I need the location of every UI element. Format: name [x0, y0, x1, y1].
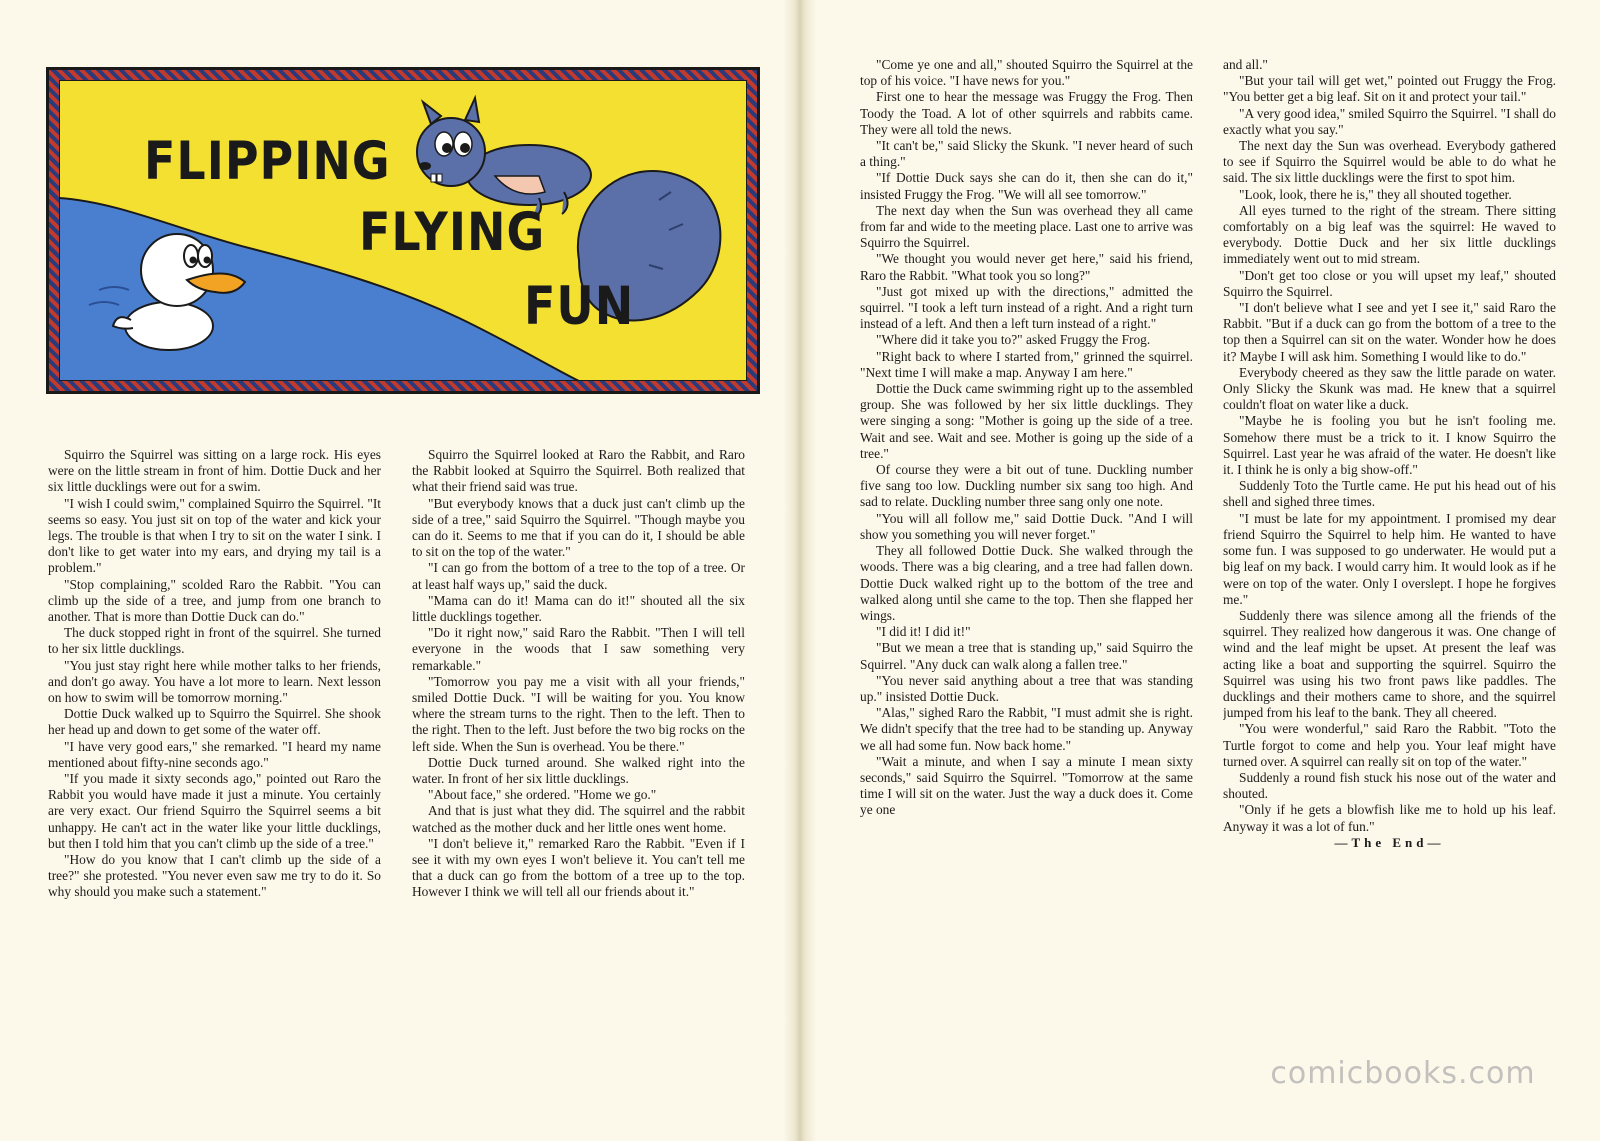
- story-paragraph: "We thought you would never get here," said his friend, Raro the Rabbit. "What took you so long?": [860, 251, 1193, 283]
- story-paragraph: "Come ye one and all," shouted Squirro the Squirrel at the top of his voice. "I have news for you.": [860, 57, 1193, 89]
- story-paragraph: "Just got mixed up with the directions," admitted the squirrel. "I took a left turn instead of a right. And a right turn instead of a left. And then a left turn instead of a right.": [860, 283, 1193, 332]
- story-paragraph: "But we mean a tree that is standing up," said Squirro the Squirrel. "Any duck can walk along a fallen tree.": [860, 640, 1193, 672]
- story-paragraph: "I wish I could swim," complained Squirro the Squirrel. "It seems so easy. You just sit on top of the water and kick your legs. The trouble is that when I try to sit on the water I sink. I don't like to get water into my ears, and drying my tail is a problem.": [48, 495, 381, 576]
- story-paragraph: Of course they were a bit out of tune. Duckling number five sang too low. Duckling number six sang too high. And sad to relate. Duckling number three sang only one note.: [860, 462, 1193, 510]
- story-paragraph: The duck stopped right in front of the squirrel. She turned to her six little ducklings.: [48, 625, 381, 657]
- story-paragraph: "Where did it take you to?" asked Fruggy the Frog.: [876, 332, 1151, 348]
- story-paragraph: "About face," she ordered. "Home we go.": [428, 787, 657, 803]
- story-paragraph: Squirro the Squirrel looked at Raro the Rabbit, and Raro the Rabbit looked at Squirro the Squirrel. Both realized that what their friend said was true.: [412, 447, 745, 495]
- story-paragraph: Suddenly there was silence among all the friends of the squirrel. They realized how dangerous it was. One change of wind and the leaf might be upset. At present the leaf was acting like a boat and supporting the squirrel. Squirro the Squirrel was using his two front paws like paddles. The ducklings and their mothers came to shore, and the squirrel jumped from his leaf to the bank. They all cheered.: [1223, 607, 1556, 721]
- story-paragraph: "You were wonderful," said Raro the Rabbit. "Toto the Turtle forgot to come and help you. Your leaf might have turned over. A squirrel can really sit on top of the water.": [1223, 721, 1556, 769]
- story-paragraph: "Stop complaining," scolded Raro the Rabbit. "You can climb up the side of a tree, and jump from one branch to another. That is more than Dottie Duck can do.": [48, 576, 381, 625]
- story-paragraph: Dottie Duck walked up to Squirro the Squirrel. She shook her head up and down to get some of the water off.: [48, 706, 381, 738]
- story-paragraph: They all followed Dottie Duck. She walked through the woods. There was a big clearing, and a tree had fallen down. Dottie Duck walked right up to the bottom of the tree and walked along until she came to the top. Then she flapped her wings.: [860, 543, 1193, 623]
- story-paragraph: Suddenly a round fish stuck his nose out of the water and shouted.: [1223, 769, 1556, 802]
- story-column-4: [1223, 57, 1556, 1077]
- story-paragraph: "I don't believe it," remarked Raro the Rabbit. "Even if I see it with my own eyes I won't believe it. You can't tell me that a duck can go from the bottom of a tree up to the top. However I think we will tell all our friends about it.": [412, 835, 745, 900]
- site-watermark: comicbooks.com: [1270, 1056, 1536, 1091]
- story-paragraph: "Look, look, there he is," they all shouted together.: [1239, 186, 1512, 202]
- story-column-1: [48, 447, 381, 1047]
- story-paragraph: "It can't be," said Slicky the Skunk. "I never heard of such a thing.": [860, 138, 1193, 170]
- story-paragraph: The next day when the Sun was overhead they all came from far and wide to the meeting place. Last one to arrive was Squirro the Squirrel.: [860, 202, 1193, 251]
- title-line-3: FUN: [524, 274, 635, 337]
- story-paragraph: "But everybody knows that a duck just can't climb up the side of a tree," said Squirro the Squirrel. "Though maybe you can do it. Seems to me that if you can do it, I should be able to sit on the top of the water.": [412, 495, 745, 560]
- story-paragraph: Dottie the Duck came swimming right up to the assembled group. She was followed by her six little ducklings. They were singing a song: "Mother is going up the side of a tree. Wait and see. Wait and see. Mother is going up the side of a tree.": [860, 381, 1193, 461]
- story-paragraph: "If you made it sixty seconds ago," pointed out Raro the Rabbit you would have made it just a minute. You certainly are very exact. Our friend Squirro the Squirrel seems a bit unhappy. He can't act in the water like your little ducklings, but then I told him that you can't climb up the side of a tree.": [48, 771, 381, 851]
- story-paragraph: "I don't believe what I see and yet I see it," said Raro the Rabbit. "But if a duck can go from the bottom of a tree to the top then a Squirrel can sit on the water. Wonder how he does it? Maybe I will ask him. Something I would like to do.": [1223, 300, 1556, 364]
- story-paragraph: "I did it! I did it!": [876, 624, 971, 640]
- story-paragraph: Everybody cheered as they saw the little parade on water. Only Slicky the Skunk was mad. He knew that a squirrel couldn't float on water like a duck.: [1223, 364, 1556, 413]
- story-paragraph: and all.": [1223, 57, 1268, 72]
- the-end-label: —The End—: [1334, 834, 1445, 850]
- story-paragraph: "Right back to where I started from," grinned the squirrel. "Next time I will make a map. Anyway I am here.": [860, 348, 1193, 380]
- story-paragraph: "How do you know that I can't climb up the side of a tree?" she protested. "You never even saw me try to do it. So why should you make such a statement.": [48, 852, 381, 900]
- story-paragraph: The next day the Sun was overhead. Everybody gathered to see if Squirro the Squirrel would be able to do what he said. The six little ducklings were the first to spot him.: [1223, 138, 1556, 186]
- story-paragraph: "I have very good ears," she remarked. "I heard my name mentioned about fifty-nine seconds ago.": [48, 738, 381, 770]
- story-paragraph: "Do it right now," said Raro the Rabbit. "Then I will tell everyone in the woods that I saw something very remarkable.": [412, 625, 745, 673]
- story-paragraph: "But your tail will get wet," pointed out Fruggy the Frog. "You better get a big leaf. Sit on it and protect your tail.": [1223, 73, 1556, 105]
- story-paragraph: "You never said anything about a tree that was standing up." insisted Dottie Duck.: [860, 672, 1193, 704]
- story-paragraph: "Only if he gets a blowfish like me to hold up his leaf. Anyway it was a lot of fun.": [1223, 802, 1556, 834]
- story-paragraph: "Don't get too close or you will upset my leaf," shouted Squirro the Squirrel.: [1223, 267, 1556, 299]
- title-line-1: FLIPPING: [144, 129, 391, 192]
- story-column-2: [412, 447, 745, 1047]
- story-paragraph: All eyes turned to the right of the stream. There sitting comfortably on a big leaf was the squirrel: He waved to everybody. Dottie Duck and her six little ducklings immediately went out to mid stream.: [1223, 202, 1556, 267]
- story-paragraph: "A very good idea," smiled Squirro the Squirrel. "I shall do exactly what you say.": [1223, 105, 1556, 137]
- story-paragraph: "You will all follow me," said Dottie Duck. "And I will show you something you will never forget.": [860, 510, 1193, 542]
- story-paragraph: "Wait a minute, and when I say a minute I mean sixty seconds," said Squirro the Squirrel. "Tomorrow at the same time I will sit on the water. Just the way a duck does it. Come ye one: [860, 753, 1193, 818]
- title-line-2: FLYING: [359, 201, 546, 264]
- story-column-3: [860, 57, 1193, 1077]
- title-artwork: [59, 80, 747, 381]
- story-paragraph: "Alas," sighed Raro the Rabbit, "I must admit she is right. We didn't specify that the tree had to be standing up. Anyway we all had some fun. Now back home.": [860, 705, 1193, 753]
- page-spine: [784, 0, 816, 1141]
- title-banner: [46, 67, 760, 394]
- story-paragraph: Dottie Duck turned around. She walked right into the water. In front of her six little ducklings.: [412, 754, 745, 787]
- story-paragraph: "If Dottie Duck says she can do it, then she can do it," insisted Fruggy the Frog. "We will all see tomorrow.": [860, 170, 1193, 202]
- story-paragraph: Suddenly Toto the Turtle came. He put his head out of his shell and sighed three times.: [1223, 478, 1556, 510]
- story-paragraph: "Mama can do it! Mama can do it!" shouted all the six little ducklings together.: [412, 592, 745, 625]
- story-paragraph: "Maybe he is fooling you but he isn't fooling me. Somehow there must be a trick to it. I know Squirro the Squirrel. Last year he was afraid of the water. He doesn't like it. I think he is only a big show-off.": [1223, 413, 1556, 478]
- story-paragraph: "I must be late for my appointment. I promised my dear friend Squirro the Squirrel to help him. He wanted to have some fun. I was supposed to go underwater. He would put a big leaf on my back. I would carry him. It would look as if he were on top of the water. Only I overslept. I hope he forgives me.": [1223, 510, 1556, 607]
- story-paragraph: "Tomorrow you pay me a visit with all your friends," smiled Dottie Duck. "I will be waiting for you. You know where the stream turns to the right. Then to the left. Then to the right. Then to the left. Just before the two big rocks on the left side. When the Sun is overhead. You be there.": [412, 673, 745, 754]
- story-paragraph: "You just stay right here while mother talks to her friends, and don't go away. You have a lot more to learn. Next lesson on how to swim will be tomorrow morning.": [48, 657, 381, 706]
- story-paragraph: "I can go from the bottom of a tree to the top of a tree. Or at least half ways up," said the duck.: [412, 560, 745, 592]
- story-paragraph: Squirro the Squirrel was sitting on a large rock. His eyes were on the little stream in front of him. Dottie Duck and her six little ducklings were out for a swim.: [48, 447, 381, 495]
- story-paragraph: And that is just what they did. The squirrel and the rabbit watched as the mother duck and her little ones went home.: [412, 803, 745, 835]
- story-paragraph: First one to hear the message was Fruggy the Frog. Then Toody the Toad. A lot of other squirrels and rabbits came. They were all told the news.: [860, 89, 1193, 137]
